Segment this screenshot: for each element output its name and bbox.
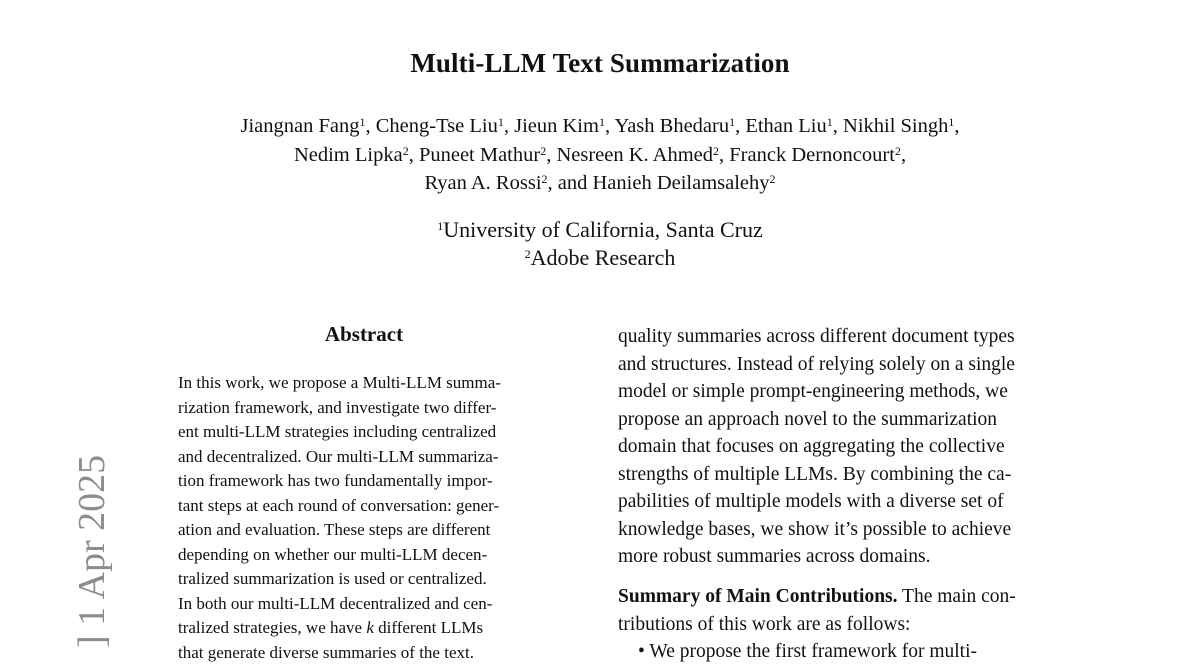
affiliation-line [0, 244, 1200, 272]
affiliation-mark: 2 [540, 143, 547, 158]
intro-line: propose an approach novel to the summarization [618, 408, 998, 430]
affiliation-list [0, 216, 1200, 272]
affiliation-mark: 1 [598, 115, 605, 129]
abstract-line: tion framework has two fundamentally impor- [178, 471, 493, 490]
abstract-line: rization framework, and investigate two differ- [178, 397, 497, 417]
arxiv-stamp: ] 1 Apr 2025 [71, 454, 113, 648]
author-name: Jieun Kim [514, 115, 599, 137]
contributions-line [618, 583, 1068, 611]
affiliation-mark: 2 [769, 172, 776, 186]
contributions-heading: Summary of Main Contributions. [618, 586, 898, 607]
author-separator: , [735, 115, 746, 137]
author-name: Jiangnan Fang [240, 115, 360, 137]
author-name: Nedim Lipka [293, 143, 403, 166]
abstract-line: In both our multi-LLM decentralized and cen- [178, 593, 493, 613]
author-line [150, 169, 1050, 198]
abstract-line: and decentralized. Our multi-LLM summariza- [178, 446, 499, 466]
author-name: Ethan Liu [745, 115, 827, 137]
contributions-line: tributions of this work are as follows: [618, 613, 911, 635]
author-separator: , [546, 143, 557, 166]
abstract-line: that generate diverse summaries of the text. [178, 642, 474, 662]
intro-line: quality summaries across different document types [618, 326, 1015, 347]
intro-line: domain that focuses on aggregating the collective [618, 436, 1005, 457]
affiliation-mark: 2 [524, 247, 531, 261]
paper-title: Multi-LLM Text Summarization [410, 48, 790, 78]
intro-line: pabilities of multiple models with a diverse set of [618, 491, 1004, 512]
author-list [150, 112, 1050, 198]
abstract-line: In this work, we propose a Multi-LLM summa- [178, 373, 501, 392]
affiliation-name: Adobe Research [530, 245, 676, 270]
author-name: Puneet Mathur [418, 143, 541, 166]
abstract-line: ent multi-LLM strategies including centralized [178, 422, 497, 441]
author-separator: , and [547, 172, 593, 194]
author-separator: , [954, 115, 960, 137]
author-name: Cheng-Tse Liu [375, 115, 498, 137]
introduction-paragraph [618, 323, 1068, 571]
affiliation-mark: 2 [541, 172, 548, 186]
abstract-line: tant steps at each round of conversation: gener- [178, 495, 500, 515]
abstract-line: depending on whether our multi-LLM decen- [178, 544, 488, 564]
author-name: Ryan A. Rossi [424, 172, 542, 194]
intro-line: knowledge bases, we show it’s possible to achieve [618, 518, 1012, 540]
affiliation-mark: 1 [497, 115, 504, 129]
contributions-paragraph [618, 583, 1068, 666]
intro-line: and structures. Instead of relying solely on a single [618, 353, 1015, 375]
affiliation-mark: 1 [437, 219, 444, 233]
author-separator: , [719, 143, 730, 166]
affiliation-mark: 1 [948, 115, 955, 129]
affiliation-mark: 2 [713, 143, 720, 158]
intro-line: model or simple prompt-engineering methods, we [618, 381, 1008, 402]
author-name: Hanieh Deilamsalehy [592, 172, 770, 194]
contributions-line: • We propose the first framework for multi- [638, 641, 978, 662]
author-separator: , [604, 115, 615, 137]
author-line [150, 112, 1050, 141]
author-separator: , [503, 115, 515, 137]
author-name: Yash Bhedaru [614, 115, 730, 137]
affiliation-mark: 1 [359, 115, 366, 129]
author-line [150, 141, 1050, 170]
abstract-line: ation and evaluation. These steps are different [178, 520, 491, 539]
abstract-heading: Abstract [324, 322, 404, 346]
author-name: Nesreen K. Ahmed [556, 143, 714, 166]
intro-line: more robust summaries across domains. [618, 546, 931, 567]
affiliation-name: University of California, Santa Cruz [443, 217, 763, 242]
author-separator: , [832, 115, 844, 137]
affiliation-line [0, 216, 1200, 244]
author-separator: , [900, 143, 907, 166]
affiliation-mark: 1 [826, 115, 833, 129]
affiliation-mark: 2 [402, 143, 409, 158]
abstract-body [178, 371, 554, 665]
author-separator: , [408, 143, 419, 166]
intro-line: strengths of multiple LLMs. By combining the ca- [618, 463, 1012, 485]
math-variable-k: k [366, 618, 374, 637]
affiliation-mark: 1 [729, 115, 736, 129]
author-name: Franck Dernoncourt [729, 143, 895, 166]
author-name: Nikhil Singh [843, 115, 949, 137]
contributions-text: The main con- [897, 586, 1016, 607]
affiliation-mark: 2 [894, 143, 901, 158]
abstract-line: tralized strategies, we have k different LLMs [178, 618, 484, 637]
author-separator: , [365, 115, 376, 137]
abstract-line: tralized summarization is used or centralized. [178, 569, 487, 588]
